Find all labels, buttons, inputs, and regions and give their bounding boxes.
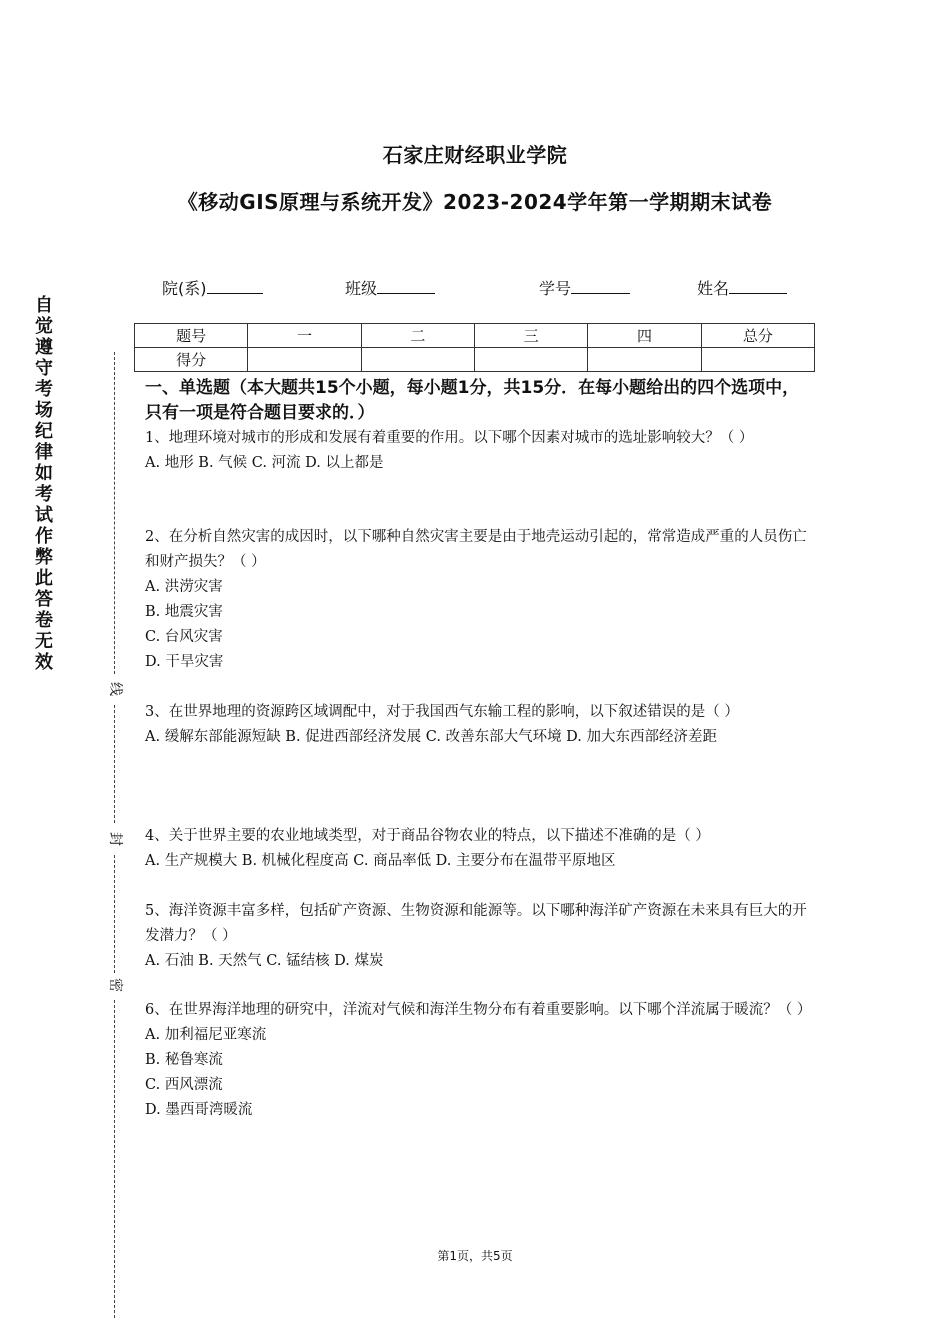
seal-line-char: 线	[107, 682, 123, 696]
seal-seal-char: 封	[107, 832, 123, 846]
student-id-label: 学号	[539, 279, 572, 298]
name-label: 姓名	[697, 279, 730, 298]
seal-secret-char: 密	[107, 978, 123, 992]
section-1-heading: 一、单选题（本大题共15个小题，每小题1分，共15分．在每小题给出的四个选项中，只有一项是符合题目要求的．）	[145, 378, 800, 423]
question-options: A. 石油 B. 天然气 C. 锰结核 D. 煤炭	[145, 953, 384, 969]
question-6	[145, 998, 815, 1123]
question-5	[145, 899, 815, 974]
department-field	[162, 276, 263, 299]
score-cell	[361, 348, 474, 372]
question-1	[145, 426, 815, 476]
score-cell	[474, 348, 587, 372]
option-c: C. 台风灾害	[145, 629, 223, 645]
seal-dashed-line	[114, 1000, 115, 1318]
class-blank	[377, 279, 435, 294]
score-cell	[701, 348, 814, 372]
question-3	[145, 700, 815, 750]
question-text: 3、在世界地理的资源跨区域调配中，对于我国西气东输工程的影响，以下叙述错误的是（ ）	[145, 704, 739, 720]
question-text: 1、地理环境对城市的形成和发展有着重要的作用。以下哪个因素对城市的选址影响较大？（ ）	[145, 430, 754, 446]
question-options: A. 生产规模大 B. 机械化程度高 C. 商品率低 D. 主要分布在温带平原地区	[145, 853, 616, 869]
department-blank	[207, 279, 263, 294]
option-d: D. 干旱灾害	[145, 654, 224, 670]
score-cell	[248, 348, 361, 372]
student-id-blank	[571, 279, 630, 294]
score-cell	[588, 348, 701, 372]
score-header-cell: 四	[588, 324, 701, 348]
option-d: D. 墨西哥湾暖流	[145, 1102, 253, 1118]
score-header-cell: 一	[248, 324, 361, 348]
score-header-cell: 三	[474, 324, 587, 348]
seal-dashed-line	[114, 705, 115, 823]
score-header-cell: 二	[361, 324, 474, 348]
score-table-header-row	[135, 324, 815, 348]
student-id-field	[539, 276, 630, 299]
class-label: 班级	[345, 279, 378, 298]
option-b: B. 秘鲁寒流	[145, 1052, 223, 1068]
score-header-cell: 题号	[135, 324, 248, 348]
option-a: A. 加利福尼亚寒流	[145, 1027, 267, 1043]
score-header-cell: 总分	[701, 324, 814, 348]
name-blank	[729, 279, 787, 294]
option-b: B. 地震灾害	[145, 604, 223, 620]
school-name: 石家庄财经职业学院	[382, 143, 568, 167]
question-text: 2、在分析自然灾害的成因时，以下哪种自然灾害主要是由于地壳运动引起的，常常造成严重的人员伤亡和财产损失？（ ）	[145, 529, 807, 570]
score-table-score-row	[135, 348, 815, 372]
question-4	[145, 824, 815, 874]
score-row-label: 得分	[135, 348, 248, 372]
class-field	[345, 276, 435, 299]
question-options: A. 缓解东部能源短缺 B. 促进西部经济发展 C. 改善东部大气环境 D. 加大东西部经济差距	[145, 729, 718, 745]
seal-dashed-line	[114, 352, 115, 674]
side-warning: 自觉遵守考场纪律如考试作弊此答卷无效	[35, 295, 53, 673]
question-options: A. 地形 B. 气候 C. 河流 D. 以上都是	[145, 455, 384, 471]
page-number: 第1页，共5页	[437, 1249, 513, 1263]
option-a: A. 洪涝灾害	[145, 579, 223, 595]
option-c: C. 西风漂流	[145, 1077, 223, 1093]
question-text: 4、关于世界主要的农业地域类型，对于商品谷物农业的特点，以下描述不准确的是（ ）	[145, 828, 710, 844]
exam-title: 《移动GIS原理与系统开发》2023-2024学年第一学期期末试卷	[177, 190, 773, 214]
seal-dashed-line	[114, 855, 115, 973]
department-label: 院(系)	[162, 279, 207, 298]
question-text: 6、在世界海洋地理的研究中，洋流对气候和海洋生物分布有着重要影响。以下哪个洋流属于暖流？（ ）	[145, 1002, 812, 1018]
question-text: 5、海洋资源丰富多样，包括矿产资源、生物资源和能源等。以下哪种海洋矿产资源在未来具有巨大的开发潜力？（ ）	[145, 903, 807, 944]
name-field	[697, 276, 787, 299]
question-2	[145, 525, 815, 675]
score-table	[134, 323, 815, 372]
